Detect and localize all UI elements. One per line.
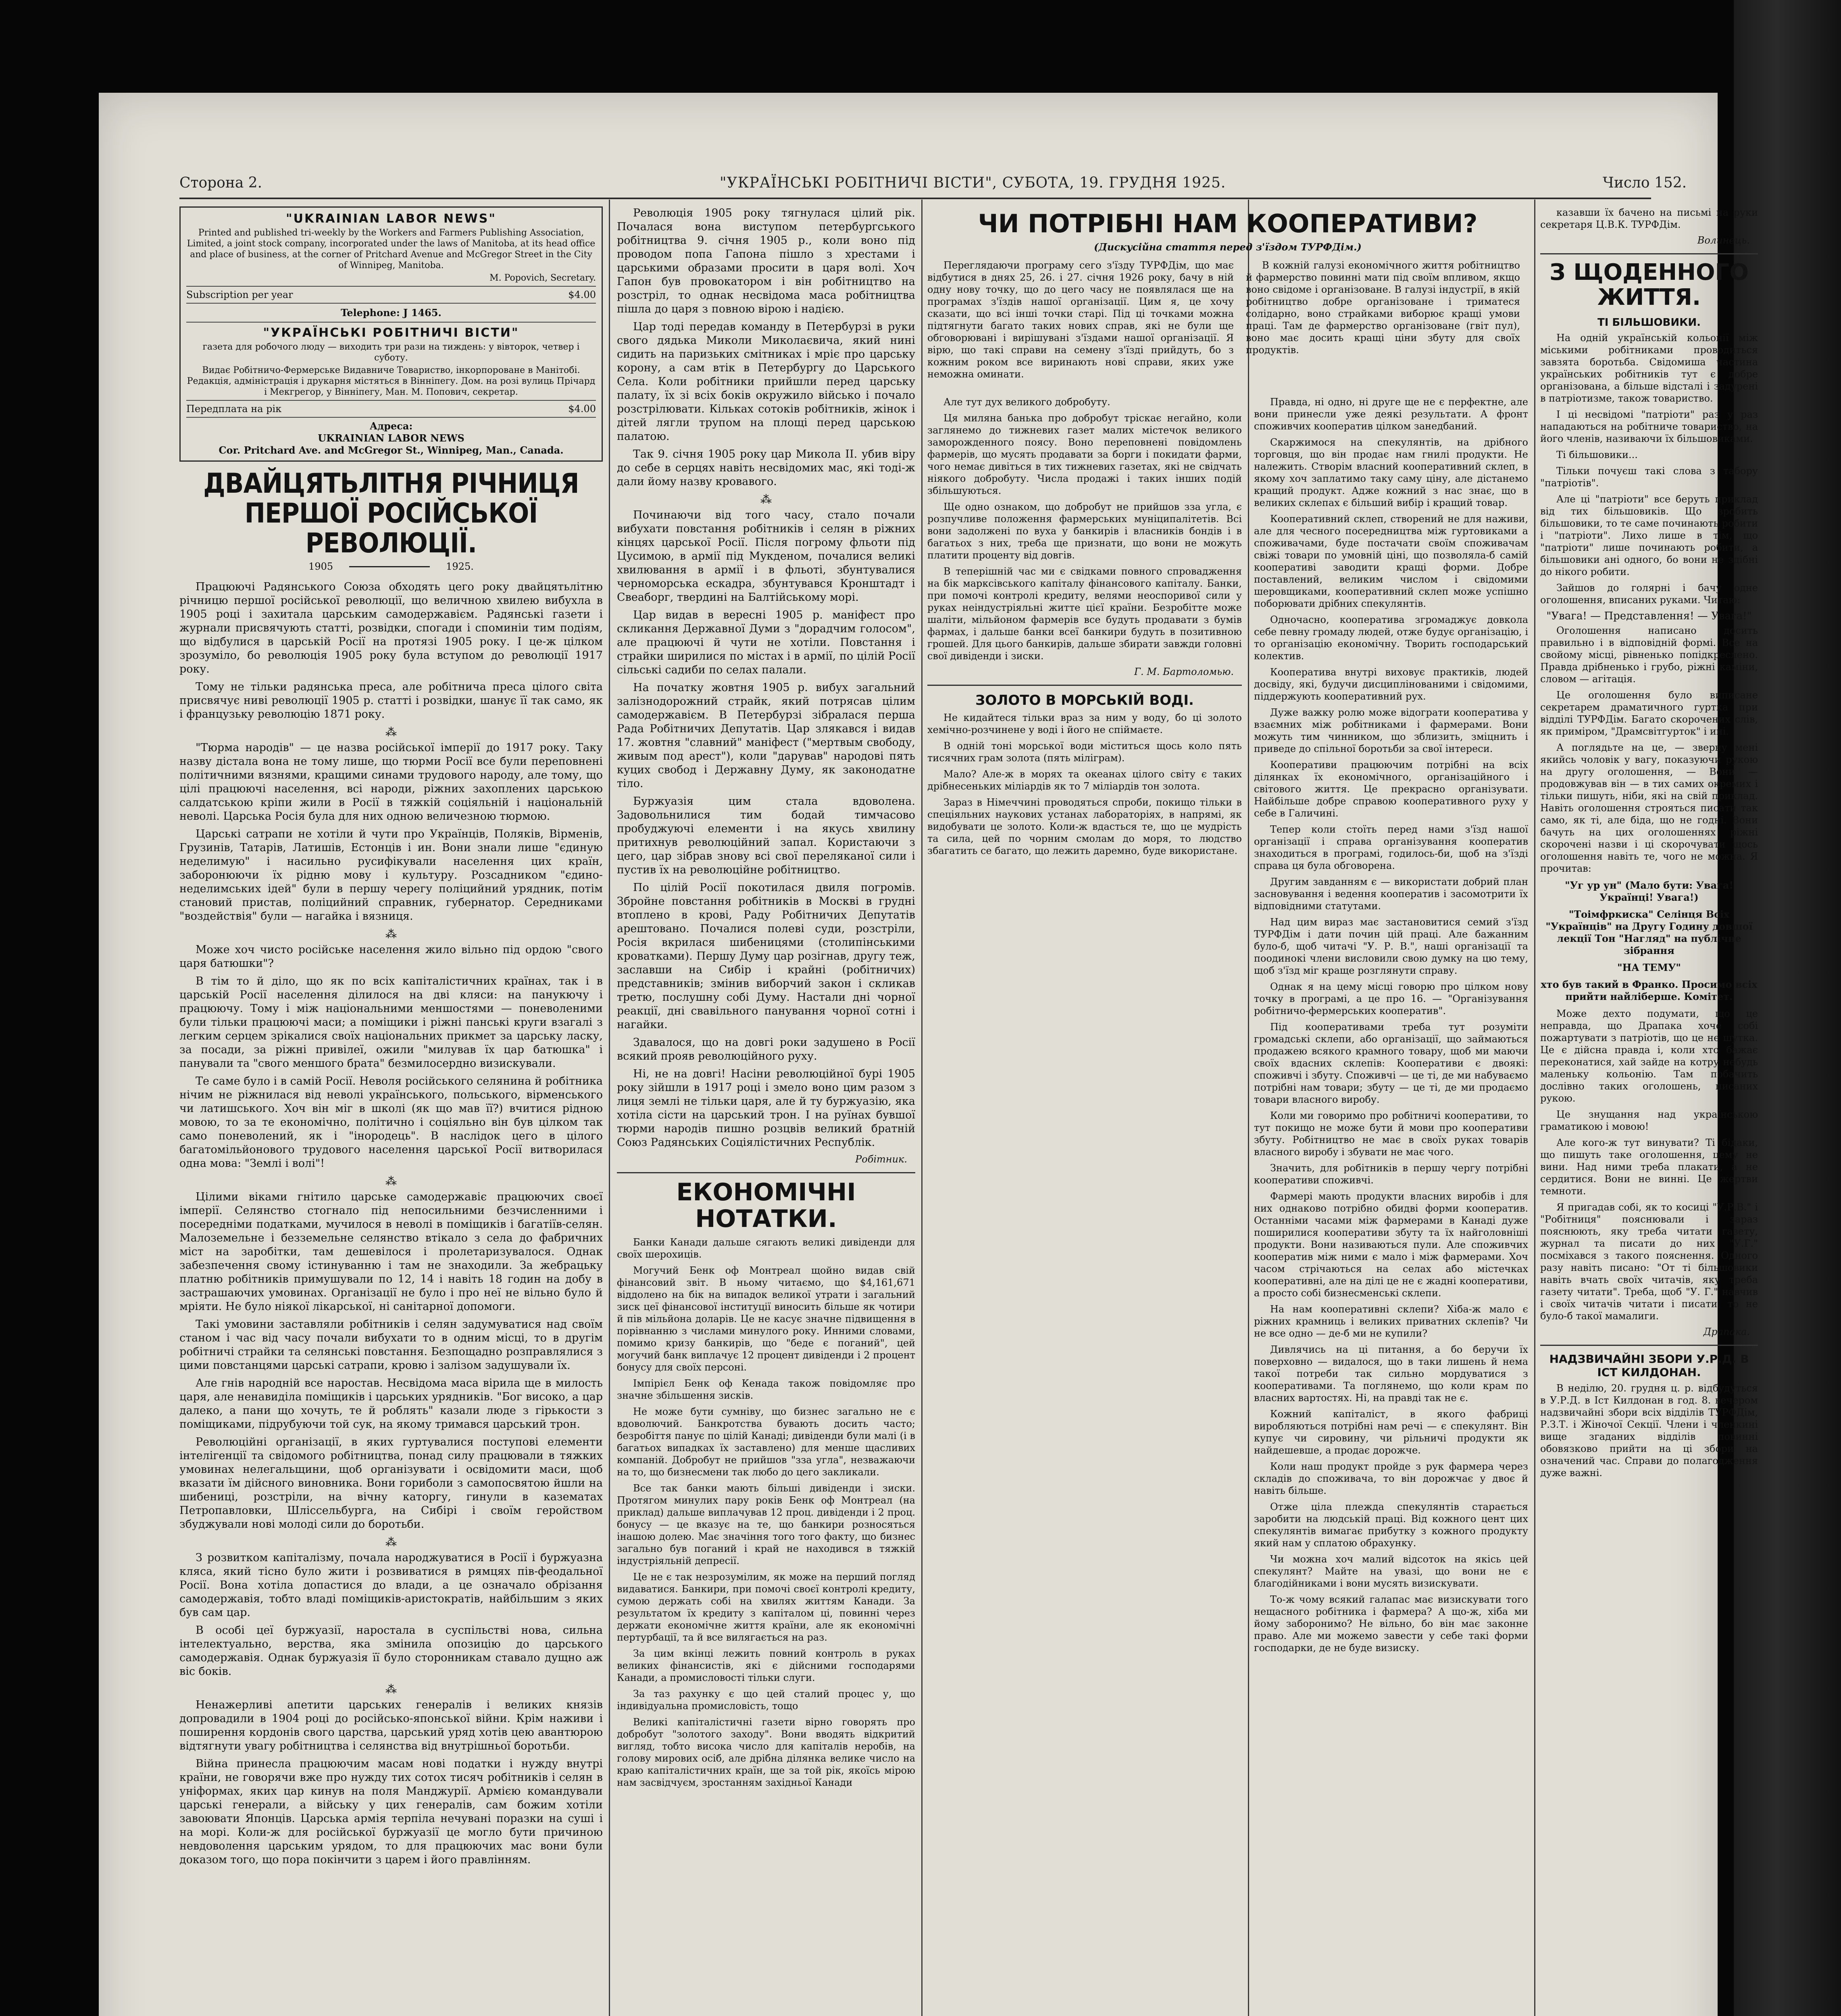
section-star: ⁂: [385, 1535, 397, 1549]
article-1-paragraph: З розвитком капіталізму, почала народжуватися в Росії і буржуазна кляса, який тісно було жити і розвиватися в рямцях пів-феодальної Росії. Вона хотіла допастися до влади, а це означало обрізання самодержавія, тобто владі поміщиків-аристократів, найбільшим з яких був сам цар.: [179, 1552, 603, 1619]
article-5-intro-signature: Волинець.: [1697, 235, 1750, 246]
column-divider: [921, 200, 923, 2016]
article-4-header-block: [927, 206, 1528, 396]
quoted-notice-3: "НА ТЕМУ": [1617, 962, 1681, 973]
column-divider: [1534, 200, 1535, 2016]
year-dash: [349, 566, 430, 567]
article-2-paragraph: Ще одно ознаком, що добробут не прийшов зза угла, є розпучливе положення фармерських муніципалітетів. Всі вони задолжені по вуха у банкирів і власників бондів і в багатьох з них, треба ще признати, що вони не можуть платити проценту від довгів.: [927, 501, 1242, 561]
article-5-paragraph: Але ці "патріоти" все беруть приклад від тих більшовиків. Що зробить більшовики, то те саме починають робити і "патріоти". Лихо лише в тім, що "патріоти" лише починають робити, а більшовики ані одного, бо вони не здібні до нікого робити.: [1540, 494, 1758, 577]
article-1-paragraph: На початку жовтня 1905 р. вибух загальний залізнодорожний страйк, який потрясав цілим самодержавієм. В Петербурзі зібралася перша Рада Робітничих Депутатів. Цар злякався і видав 17. жовтня "славний" маніфест ("мертвым свободу, живым под арест"), коли "дарував" народові пять куцих свобод і Державну Думу, як законодатне тіло.: [617, 681, 915, 790]
column-4: [1254, 396, 1528, 2016]
article-5-paragraph: Це оголошення було виписане секретарем драматичного гуртка при відділі ТУРФДім. Багато скорочених слів, як приміром, "Драмсвітгурток" і ині.: [1540, 689, 1758, 737]
article-1-paragraph: Те саме було і в самій Росії. Неволя російського селянина й робітника нічим не ріжнилася від неволі українського, польського, вірменського чи латишського. Хоч він міг в школі (як що мав її?) вчитися рідною мовою, то за те економічно, політично і соціяльно він був цілком так само поневолений, як і "інородець". В наслідок цего в цілого багатомільйонового трудового населення царської Росії витворилася одна мова: "Землі і волі"!: [179, 1075, 603, 1170]
article-1-paragraph: Ні, не на довгі! Насіни революційної бурі 1905 року зійшли в 1917 році і змело воно цим разом з лиця землі не тільки царя, але й ту буржуазію, яка хотіла сісти на царський трон. І на руїнах бувшої тюрми народів пишно розцвів великий братній Союз Радянських Соціялістичних Республік.: [617, 1068, 915, 1149]
article-6-paragraph: В неділю, 20. грудня ц. р. відбудуться в У.Р.Д. в Іст Килдонан в год. 8. вечером надзвичайні збори всіх відділів ТУРФДім, Р.З.Т. і Жіночої Секції. Члени і членкині вище згаданих відділів повинні обовязково прийти на ці збори на означений час. Справи до полагодження дуже важні.: [1540, 1383, 1758, 1479]
subscription-ua-price: $4.00: [568, 403, 596, 414]
column-5: [1540, 206, 1758, 2016]
article-4-paragraph: Правда, ні одно, ні друге ще не є перфектне, але вони принесли уже деякі результати. А фронт споживчих кооператив цілком занедбаний.: [1254, 396, 1528, 432]
article-4-paragraph: Дивлячись на ці питання, а бо беручи їх поверховно — видалося, що в таки лишень й нема такої потреби так сильно мордуватися з кооперативами. Та поглянемо, що коли крам по власних вартостях. Ні, на правді так не є.: [1254, 1344, 1528, 1404]
article-1-signature: Робітник.: [855, 1154, 907, 1165]
subscription-en: [186, 286, 596, 303]
article-4-paragraph: То-ж чому всякий галапас має визискувати того нещасного робітника і фармера? А що-ж, хіба ми йому заборонимо? Не вільно, бо він має законне право. Але ми можемо завести у себе такі форми господарки, де не буде визиску.: [1254, 1594, 1528, 1654]
quoted-notice-4: хто був такий в Франко. Просимо всіх прийти найліберше. Комітет.: [1541, 979, 1758, 1002]
article-1-paragraph: Так 9. січня 1905 року цар Микола II. убив віру до себе в серцях навіть несвідомих мас, які тоді-ж дали йому назву кровавого.: [617, 448, 915, 488]
article-3-paragraph: В одній тоні морської води міститься щось коло пять тисячних грам золота (пять міліграм).: [927, 740, 1242, 764]
article-6-headline: НАДЗВИЧАЙНІ ЗБОРИ У.Р.Д. В ІСТ КИЛДОНАН.: [1549, 1352, 1749, 1379]
article-1-paragraph: Але гнів народній все наростав. Несвідома маса вірила ще в милость царя, але ненавиділа поміщиків і царських урядників. "Бог високо, а цар далеко, а пани що хочуть, те й роблять" казали люде з гірькости з поміщиками, підрубуючи той сук, на якому тримався царський трон.: [179, 1377, 603, 1431]
article-2-headline: ЕКОНОМІЧНІ НОТАТКИ.: [676, 1178, 856, 1233]
paper-title-line: "УКРАЇНСЬКІ РОБІТНИЧІ ВІСТИ", СУБОТА, 19. ГРУДНЯ 1925.: [720, 175, 1226, 191]
article-2-paragraph: Банки Канади дальше сягають великі дивіденди для своїх шерохиців.: [617, 1237, 915, 1260]
year-from: 1905: [308, 561, 333, 572]
article-5-quote: "Увага! — Представлення! — Увага!": [1546, 610, 1752, 622]
section-star: ⁂: [385, 725, 397, 739]
article-4-paragraph: Кооператива внутрі виховує практиків, людей досвіду, які, будучи дисциплінованими і свідомими, піддержують кооперативний рух.: [1254, 666, 1528, 702]
article-1-paragraph: Царські сатрапи не хотіли й чути про Українців, Поляків, Вірменів, Грузинів, Татарів, Латишів, Естонців і ин. Вони знали лише "єдиную неделимую" і насильно русифікували населення цих країн, заборонюючи їх рідню мову і культуру. Розсадником "єдино-неделимських ідей" були в першу черегу поліцийний урядник, потім становий пристав, поліцийний справник, губернатор. Середниками "воздействія" були — нагайка і вязниця.: [179, 828, 603, 923]
article-1-paragraph: Починаючи від того часу, стало почали вибухати повстання робітників і селян в ріжних кінцях царської Росії. Після погрому фльоти під Цусимою, в армії під Мукденом, почалися великі хвилювання в армії і в фльоті, збунтувалися черноморська ескадра, збунтувався Кронштадт і Свеаборг, твердині на Балтійському морі.: [617, 509, 915, 604]
article-4-paragraph: На нам кооперативні склепи? Хіба-ж мало є ріжних крамниць і великих приватних склепів? Чи не все одно — де-б ми не купили?: [1254, 1304, 1528, 1339]
article-5-paragraph: Але кого-ж тут винувати? Ті бідаки, що пишуть таке оголошення, цему не вини. Над ними треба плакати, а не сердитися. Вони не винні. Це жертви темноти.: [1540, 1137, 1758, 1197]
article-4-headline: ЧИ ПОТРІБНІ НАМ КООПЕРАТИВИ?: [978, 209, 1478, 238]
article-2-paragraph: За таз рахунку є що цей сталий процес у, що індивідуальна промисловість, тощо: [617, 1688, 915, 1712]
article-4-paragraph: Одночасно, кооператива згромаджує довкола себе певну громаду людей, отже будує організацію, і то організацію економічну. Творить господарський колектив.: [1254, 614, 1528, 662]
article-2-paragraph: Не може бути сумніву, що бизнес загально не є вдоволючий. Банкротства бувають досить часто; безробіття панує по цілій Канаді; дивіденди були малі (і в багатьох випадках їх заставлено) для менше щасливих компаній. Добробут не прийшов "зза угла", незважаючи на то, що бизнесмени так любо до цего закликали.: [617, 1406, 915, 1478]
article-4-paragraph: Значить, для робітників в першу чергу потрібні кооперативи споживчі.: [1254, 1162, 1528, 1186]
article-5-paragraph: Зайшов до голярні і бачу одне оголошення, вписаних руками. Читаю:: [1540, 582, 1758, 606]
article-3-headline: ЗОЛОТО В МОРСЬКІЙ ВОДІ.: [975, 692, 1194, 708]
page-header: [99, 171, 1718, 197]
article-1-paragraph: Революція 1905 року тягнулася цілий рік. Почалася вона виступом петербургського робітництва 9. січня 1905 р., коли воно під проводом попа Гапона пішло з хрестами і царськими образами просити в царя волі. Хоч Гапон був провокатором і він робітництво на розстріл, то однак несвідома маса робітництва пішла до царя з повною вірою і надією.: [617, 207, 915, 315]
section-star: ⁂: [385, 1683, 397, 1696]
header-rule: [179, 198, 1651, 199]
article-4-paragraph: Коли ми говоримо про робітничі кооперативи, то тут покищо не може бути й мови про кооперативи збуту. Робітництво не має в своїх руках товарів власного виробу і збувати не має чого.: [1254, 1110, 1528, 1158]
article-1-paragraph: Ненажерливі апетити царських генералів і великих князів допровадили в 1904 році до російсько-японської війни. Крім наживи і поширення кордонів свого царства, царський уряд хотів цею авантюрою відтягнути увагу робітництва і селянства від внутрішньої боротьби.: [179, 1699, 603, 1752]
article-2-paragraph: Імпірієл Бенк оф Кенада також повідомляє про значне збільшення зисків.: [617, 1378, 915, 1401]
column-1: [179, 206, 603, 2016]
subscription-ua-label: Передплата на рік: [186, 403, 282, 414]
article-1-paragraph: Цар видав в вересні 1905 р. маніфест про скликання Державної Думи з "дорадчим голосом", але працюючі й чути не хотіли. Повстання і страйки ширилися по містах і в армії, по цілій Росії сільські садиби по селах палали.: [617, 609, 915, 676]
address-line-2: Cor. Pritchard Ave. and McGregor St., Winnipeg, Man., Canada.: [219, 444, 564, 456]
masthead-en-sig: M. Popovich, Secretary.: [489, 273, 596, 283]
article-4-paragraph: Чи можна хоч малий відсоток на якісь цей спекулянт? Майте на увазі, що вони не є благодійниками і вони мусять визискувати.: [1254, 1554, 1528, 1589]
article-5-paragraph: Я пригадав собі, як то косиці "У.Р.В." і "Робітниця" пояснювали і зараз пояснюють, яку треба читати газету, журнал та писати до них "У.Г." посміхався з такого пояснення. Одного разу навіть писано: "От ті більшовики навіть вчать своїх читачів, яку треба газету читати". Треба, щоб "У. Г." навчив і своїх читачів читати і писати, то не було-б такої мамалиги.: [1540, 1202, 1758, 1322]
article-4-paragraph: Дуже важку ролю може відограти кооператива у взаємних між робітниками і фармерами. Вони можуть тим чинником, що зблизить, зміцнить і приведе до спільної боротьби за свої інтереси.: [1254, 707, 1528, 754]
quoted-notice-2: "Тоімфркиска" Селінця Всіх "Українців" на Другу Годину довшої лекції Тон "Нагляд" на публічне зібрання: [1545, 908, 1753, 956]
masthead-ua-desc1: газета для робочого люду — виходить три рази на тиждень: у вівторок, четвер і суботу.: [202, 342, 580, 363]
article-2-paragraph: Це не є так незрозумілим, як може на перший погляд видаватися. Банкири, при помочі своєї контролі кредиту, сумою держать собі на хвилях життям Канади. За результатом їх кредиту з капіталом ці, повинні через держати економічне життя країни, але як економічні пертурбації, та й все вилягається на раз.: [617, 1571, 915, 1643]
article-4-paragraph: Коли наш продукт пройде з рук фармера через складів до споживача, то він дорожчає у двоє й навіть більше.: [1254, 1461, 1528, 1496]
article-2-paragraph: Могучий Бенк оф Монтреал щойно видав свій фінансовий звіт. В ньому читаємо, що $4,161,671 віддолено на бік на випадок великої утрати і загальний зиск цеї фінансової інституції виносить більше як чотири й пів мільйона доларів. Це не касує значне підвищення в порівнанню з числами минулого року. Инними словами, помимо кризу банкирів, що "беде є поганий", цей могучий банк виплачує 12 процент дивіденди і 2 процент бонусу для своїх персоні.: [617, 1265, 915, 1373]
article-5-paragraph: А поглядьте на це, — зверну мені якийсь чоловік у вагу, показуючи рукою на другу оголошення, — Вони — продовжував він — в тих самих окремих і тільки пишуть, ніби, які на свій приклад. Навіть оголошення строяться писати так само, як ті, але біда, що не годні. Вони бачуть на цих оголошеннях ріжні скорочені назви і ці скорочувати щось оголошення навіть те, чого не можна. Я прочитав:: [1540, 742, 1758, 874]
article-5-paragraph: І ці несвідомі "патріоти" раз у раз нападаються на робітниче товариство, на його членів, називаючи їх більшовиками.: [1540, 409, 1758, 444]
masthead: [179, 206, 603, 462]
article-5-subheading: ТІ БІЛЬШОВИКИ.: [1597, 317, 1701, 329]
article-3-paragraph: Мало? Але-ж в морях та океанах цілого світу є таких дрібнесеньких міліардів як то 7 міліардів тон золота.: [927, 768, 1242, 792]
issue-number: Число 152.: [1603, 175, 1687, 191]
section-star: ⁂: [385, 1175, 397, 1188]
masthead-ua-desc2: Видає Робітничо-Фермерське Видавниче Товариство, інкорпороване в Манітобі. Редакція, адміністрація і друкарня містяться в Вінніпегу. Дом. на розі вулиць Прічард і Мекгрегор, у Вінніпегу, Ман. М. Попович, секретар.: [187, 365, 596, 397]
article-1-paragraph: Здавалося, що на довгі роки задушено в Росії всякий прояв революційного руху.: [617, 1036, 915, 1062]
article-1-paragraph: По цілій Росії покотилася двиля погромів. Збройне повстання робітників в Москві в грудні втоплено в крові, Раду Робітничих Депутатів арештовано. Почалися полеві суди, розстріли, Росія вкрилася шибеницями (столипінськими кроватками). Першу Думу цар розігнав, другу теж, заславши на Сибір і крайні (робітничих) представників; змінив виборчий закон і скликав третю, послушну собі Думу. Настали дні чорної реакції, дні свавільного панування чорної сотні і нагайки.: [617, 881, 915, 1031]
year-to: 1925.: [446, 561, 474, 572]
article-2-paragraph: В теперішній час ми є свідками повного спровадження на бік марксівського капіталу фінансового капіталу. Банки, при помочі контролі кредиту, велями неоспоривої сили у руках неіндустріяльні житте цієї країни. Безробітте може шаліти, мільйоном фармерів все будуть продавати з бумів фармах, і дальше банки всеї банкири будуть в позитивною грошей. Для цього банкирів, дальше збирати завжди головні свої дивіденди і зиски.: [927, 566, 1242, 662]
column-divider: [1248, 200, 1249, 2016]
article-1-paragraph: Цар тоді передав команду в Петербурзі в руки свого дядька Миколи Миколаєвича, який нині сидить на паризьких смітниках і мріє про царську корону, а сам втік в Петербургу до Царського Села. Коли робітники прийшли перед царську палату, їх зі всіх боків окружило військо і почало розстрілювати. Кільках сотоків робітників, жінок і дітей лягли трупом на площі перед царською палатою.: [617, 321, 915, 443]
article-5-headline: З ЩОДЕННОГО ЖИТТЯ.: [1549, 259, 1749, 310]
article-4-paragraph: Скаржимося на спекулянтів, на дрібного торговця, що він продає нам гнилі продукти. Не належить. Створім власний кооперативний склеп, в якому хоч заплатимо таку саму ціну, але дістанемо кращий продукт. Адже кожний з нас знає, що в великих склепах є більший вибір і кращий товар.: [1254, 437, 1528, 508]
subscription-en-label: Subscription per year: [186, 289, 293, 300]
page-number: Сторона 2.: [179, 175, 262, 191]
article-4-paragraph: Отже ціла плежда спекулянтів старається заробити на людській праці. Від кожного цент цих спекулянтів вимагає прибутку з кожного продукту який нам у сплатою обрахунку.: [1254, 1501, 1528, 1549]
masthead-ua-title: "УКРАЇНСЬКІ РОБІТНИЧІ ВІСТИ": [263, 326, 519, 340]
section-star: ⁂: [760, 493, 772, 506]
subscription-en-price: $4.00: [568, 289, 596, 300]
article-1-paragraph: Революційні організації, в яких гуртувалися поступові елементи інтелігенції та свідомого робітництва, понад силу працювали в тяжких умовинах нелегальщини, щоб організувати і освідомити маси, щоб вказати їм дійсного виновника. Вони гориболи з самопосвятою йшли на шибениці, розстріли, на вічну каторгу, гинули в казематах Петропавловки, Шліссельбурга, на Сибірі і своїм геройством збуджували нові молоді сили до боротьби.: [179, 1436, 603, 1531]
article-5-paragraph: Тільки почуєш такі слова з табору "патріотів".: [1540, 465, 1758, 489]
column-divider: [609, 200, 610, 2016]
article-5-intro: казавши їх бачено на письмі на руки секретаря Ц.В.К. ТУРФДім.: [1540, 207, 1758, 230]
article-1-paragraph: Може хоч чисто російське населення жило вільно під ордою "свого царя батюшки"?: [179, 943, 603, 970]
article-2-paragraph: Великі капіталістичні газети вірно говорять про добробут "золотого заходу". Вони вводять відкритий вигляд, тобто висока число для капіталів неробів, на голову мирових осіб, але дрібна ділянка велике число на краю капіталістичних країн, ще за той рік, якоїсь мірою нам засвідчуєм, зростанням західньої Канади: [617, 1716, 915, 1788]
separator: [1540, 253, 1758, 254]
separator: [927, 685, 1242, 686]
article-4-paragraph: Тепер коли стоїть перед нами з'їзд нашої організації і справа організування кооператив знаходиться в програмі, годилось-би, щоб на з'їзді справа ця була обговорена.: [1254, 824, 1528, 871]
separator: [617, 1172, 915, 1173]
address-line-1: UKRAINIAN LABOR NEWS: [318, 432, 464, 444]
article-5-signature: Драпака.: [1703, 1326, 1750, 1337]
article-4-paragraph: Кооперативний склеп, створений не для наживи, але для чесного посередництва між гуртовиками а споживачами, буде постачати своїм споживачам свіжі товари по умовній ціні, що позволяла-б самій кооперативі заводити кращі форми. Добре поставлений, великим числом і свідомими шеровщиками, кооперативний склеп може успішно поборювати дрібних спекулянтів.: [1254, 513, 1528, 609]
article-1-paragraph: Війна принесла працюючим масам нові податки і нужду внутрі країни, не говорячи вже про нужду тих сотох тисяч робітників і селян в уніформах, яких цар кинув на поля Манджурії. Армією командували царські генерали, а війську у цих генералів, сам божим хотіли завоювати Японців. Царська армія терпіла нечувані поразки на суші і на морі. Коли-ж для російської буржуазії це могло бути причиною невдоволення царським урядом, то для працюючих мас вони були доказом того, що пора покінчити з царем і його правлінням.: [179, 1758, 603, 1866]
article-4-paragraph: В кожній галузі економічного життя робітництво й фармерство повинні мати під своїм впливом, якщо воно свідоме і організоване. В галузі індустрії, в якій робітництво добре організоване і триматеся солідарно, воно страйками виборює кращі умови праці. Там де фармерство організоване (гвіт пул), воно має досить кращі ціни збуту для своїх продуктів.: [1246, 260, 1520, 356]
article-1-headline: ДВАЙЦЯТЬЛІТНЯ РІЧНИЦЯ ПЕРШОЇ РОСІЙСЬКОЇ РЕВОЛЮЦІЇ.: [203, 468, 579, 559]
article-1-paragraph: В тім то й діло, що як по всіх капіталістичних країнах, так і в царській Росії населення ділилося на дві кляси: на панукючу і працюючу. Тому і між національними меншостями — поневоленими були тільки працюючі маси; а поміщики і ріжні панські круги взагалі з легким серцем зрікалися своїх національних прикмет за царську ласку, за посади, за ріжні привілеї, ожили "милував їх цар батюшка" і панували та "свого меншого брата" безмилосердно визискували.: [179, 975, 603, 1070]
article-4-paragraph: Переглядаючи програму сего з'їзду ТУРФДім, що має відбутися в днях 25, 26. і 27. січня 1926 року, бачу в ній одну нову точку, що до цего часу не появлялася ще на програмах з'їздів нашої організації. Цим я, це хочу сказати, що всі інші точки старі. Під ці точками можна підтягнути багато таких нових справ, які не були ще обговорювані і вирішувані з'їздами нашої організації. Я вірю, що такі справи на семену з'їзді прийдуть, бо з кожним роком все виринають нові справи, яких уже неможна оминати.: [927, 260, 1234, 380]
address-label: Адреса:: [186, 417, 596, 432]
article-5-paragraph: На одній українській кольонії між міськими робітниками проводиться завзята боротьба. Свідомиша частина українських робітників тут є добре організована, а більше відсталі і задурені в патріотизме, також товариство.: [1540, 332, 1758, 404]
article-1-paragraph: В особі цеї буржуазії, наростала в суспільстві нова, сильна інтелектуально, верства, яка змінила опозицію до царського самодержавія. Однак буржуазія її було сторонникам ставало дущно аж віс боків.: [179, 1624, 603, 1678]
article-2-paragraph: За цим вкінці лежить повний контроль в руках великих фінансистів, які є дійсними господарями Канади, а промисловості тільки слуги.: [617, 1648, 915, 1683]
column-3: [927, 206, 1242, 2016]
article-1-paragraph: Буржуазія цим стала вдоволена. Задовольнилися тим бодай тимчасово пробуджуючі елементи і на якусь хвилину притихнув революційний запал. Користаючи з цего, цар зібрав знову всі свої переляканої сили і пустив їх на революційне робітництво.: [617, 795, 915, 876]
article-4-paragraph: Однак я на цему місці говорю про цілком нову точку в програмі, а це про 16. — "Організування робітничо-фермерських кооператив".: [1254, 981, 1528, 1016]
article-1-paragraph: Тому не тільки радянська преса, але робітнича преса цілого світа присвячує ниві революції 1905 р. статті і розвідки, шанує її так само, як і французьку революцію 1871 року.: [179, 681, 603, 721]
article-2-paragraph: Але тут дух великого добробуту.: [943, 396, 1110, 408]
article-4-paragraph: Другим завданням є — використати добрий план засновування і ведення кооператив і засомотрити їх відповідними статутами.: [1254, 876, 1528, 912]
article-1-paragraph: Такі умовини заставляли робітників і селян задумуватися над своїм станом і час від часу почали вибухати то в одним місці, то в другім робітничі страйки та селянські повстання. Безпощадно розправлялися з цими повстанцями царські сатрапи, кровю і залізом задушували їх.: [179, 1318, 603, 1372]
article-2-signature: Г. М. Бартоломью.: [1134, 666, 1234, 677]
masthead-en-desc: Printed and published tri-weekly by the Workers and Farmers Publishing Association, Limited, a joint stock company, incorporated under the laws of Manitoba, at its head office and place of business, at the corner of Pritchard Avenue and McGregor Street in the City of Winnipeg, Manitoba.: [187, 228, 596, 271]
article-1-paragraph: Цілими віками гнітило царське самодержавіє працюючих своєї імперії. Селянство стогнало під непосильними безчисленними і посередніми податками, мучилося в неволі в поміщиків і багатіїв-селян. Малоземельне і безземельне селянство втікало з села до фабричних міст на заробітки, там дешевілося і пролетаризувалося. Однак забезпечення свому істинуванню і там не знаходили. За жебрацьку платню робітників примушували по 12, 14 і навіть 18 годин на добу в застрашаючих умовинах. Організації не було і про неї не вільно було й мріяти. Не було ніякої лікарської, ні санітарної допомоги.: [179, 1191, 603, 1313]
newspaper-page: [99, 93, 1758, 2016]
article-3-paragraph: Зараз в Німеччині проводяться спроби, покищо тільки в спеціяльних наукових устанах лабораторіях, в напрямі, як видобувати це золото. Коли-ж вдасться те, що це мудрість та сила, цей по чорним смолам до моря, то людство збагатить се багато, що лежить даремно, буде використане.: [927, 797, 1242, 856]
article-4-paragraph: Кожний капіталіст, в якого фабриці виробляються потрібні нам речі — є спекулянт. Він купує чи сировину, чи рільничі продукти як найдешевше, а продає дорожче.: [1254, 1408, 1528, 1456]
article-1-paragraph: Працюючі Радянського Союза обходять цего року двайцятьлітню річницю першої російської революції, що величною хвилею вибухла в 1905 році і захитала царським самодержавієм. Радянські газети і журнали присвячують статті, розвідки, спогади і споминіи тим подіям, що відбулися в царській Росії на протязі 1905 року. І це-ж цілком зрозуміло, бо революція 1905 року була вступом до революції 1917 року.: [179, 581, 603, 675]
subscription-ua: [186, 400, 596, 417]
article-5-paragraph: Оголошення написано досить правильно і в відповідній формі. Все на свойому місці, рівненько попідкреслено. Правда дрібненько і грубо, ріжні каміни, словом — агітація.: [1540, 625, 1758, 685]
article-4-paragraph: Над цим вираз має застановитися семий з'їзд ТУРФДім і дати почин цій праці. Але бажанним було-б, щоб читачі "У. Р. В.", наші організації та поодинокі члени висловили свою думку на цю тему, щоб з'їзд міг краще розглянути справу.: [1254, 916, 1528, 976]
article-2-paragraph: Все так банки мають більші дивіденди і зиски. Протягом минулих пару років Бенк оф Монтреал (на приклад) дальше виплачував 12 проц. дивіденди і 2 проц. бонусу — це вказує на те, що банкири розносяться інашою долею. Має значіння того того факту, що бизнес загально був поганий і край не находився в тяжкій індустріяльній депресії.: [617, 1483, 915, 1566]
article-5-paragraph: Може дехто подумати, що це неправда, що Драпака хоче собі пожартувати з патріотів, що це не шутка. Це є дійсна правда і, коли хто бажає переконатися, хай зайде на котру небудь маленьку кольонію. Там побачить дослівно таких оголошень, писаних рукою.: [1540, 1008, 1758, 1104]
masthead-phone: Telephone: J 1465.: [186, 303, 596, 323]
separator: [1540, 1345, 1758, 1346]
article-5-paragraph: Ті більшовики...: [1556, 449, 1638, 460]
section-star: ⁂: [385, 927, 397, 941]
quoted-notice-1: "Уг ур ун" (Мало бути: Увага! Українці! Увага!): [1565, 879, 1733, 903]
article-4-subtitle: (Дискусійна стаття перед з'їздом ТУРФДім.): [1094, 241, 1362, 253]
article-1-years: [179, 561, 603, 572]
article-5-paragraph: Це знущання над українською граматикою і мовою!: [1540, 1109, 1758, 1132]
article-4-paragraph: Фармері мають продукти власних виробів і для них однаково потрібно обидві форми кооператив. Останніми часами між фармерами в Канаді дуже поширилися кооперативи збуту та їх найголовніші продукти. Вони називаються пули. Але споживчих кооператив між ними є мало і між фармерами. Хоч часом стрічаються на селах або містечках кооперативні, але на ділі це не є жадні кооперативи, а просто собі бизнесменські склепи.: [1254, 1191, 1528, 1299]
article-2-paragraph: Ця миляна банька про добробут тріскає негайно, коли заглянемо до тижневих газет малих містечок великого заморожденного поясу. Воно переповнені повідомлень фармерів, що мусять продавати за борги і покидати фарми, чого немає дивіться в тих тижневих газетах, які не свідчать ніякого добробуту. Числа продажі і таких інших подій збільшуються.: [927, 412, 1242, 496]
column-2: [617, 206, 915, 2016]
article-3-paragraph: Не кидайтеся тільки враз за ним у воду, бо ці золото хемічно-розчинене у воді і його не спіймаєте.: [927, 712, 1242, 735]
article-4-paragraph: Кооперативи працюючим потрібні на всіх ділянках їх економічного, організаційного і світового життя. Це прекрасно організувати. Найбільше добре справою кооперативного руху у себе в Галичині.: [1254, 759, 1528, 819]
masthead-en-title: "UKRAINIAN LABOR NEWS": [286, 212, 496, 226]
article-4-paragraph: Під кооперативами треба тут розуміти громадські склепи, або організації, що займаються продажею всякого крамного товару, щоб ми маючи своїх вдасних склепів: Кооперативи є двоякі: споживчі і збуту. Споживчі — це ті, де ми набуваємо потрібні нам товари; збуту — це ті, де ми продаємо товари власного виробу.: [1254, 1021, 1528, 1105]
article-1-paragraph: "Тюрма народів" — це назва російської імперії до 1917 року. Таку назву дістала вона не тому лише, що тюрми Росії все були переповнені політичними вязнями, кращими синами трудового народу, але тому, що цілі працюючі населення, всі народи, ріжних захоплених царською салдатською кріпи жили в Росії в тяжкій соціяльній і національній неволі. Царська Росія була для них одною величезною тюрмою.: [179, 741, 603, 823]
